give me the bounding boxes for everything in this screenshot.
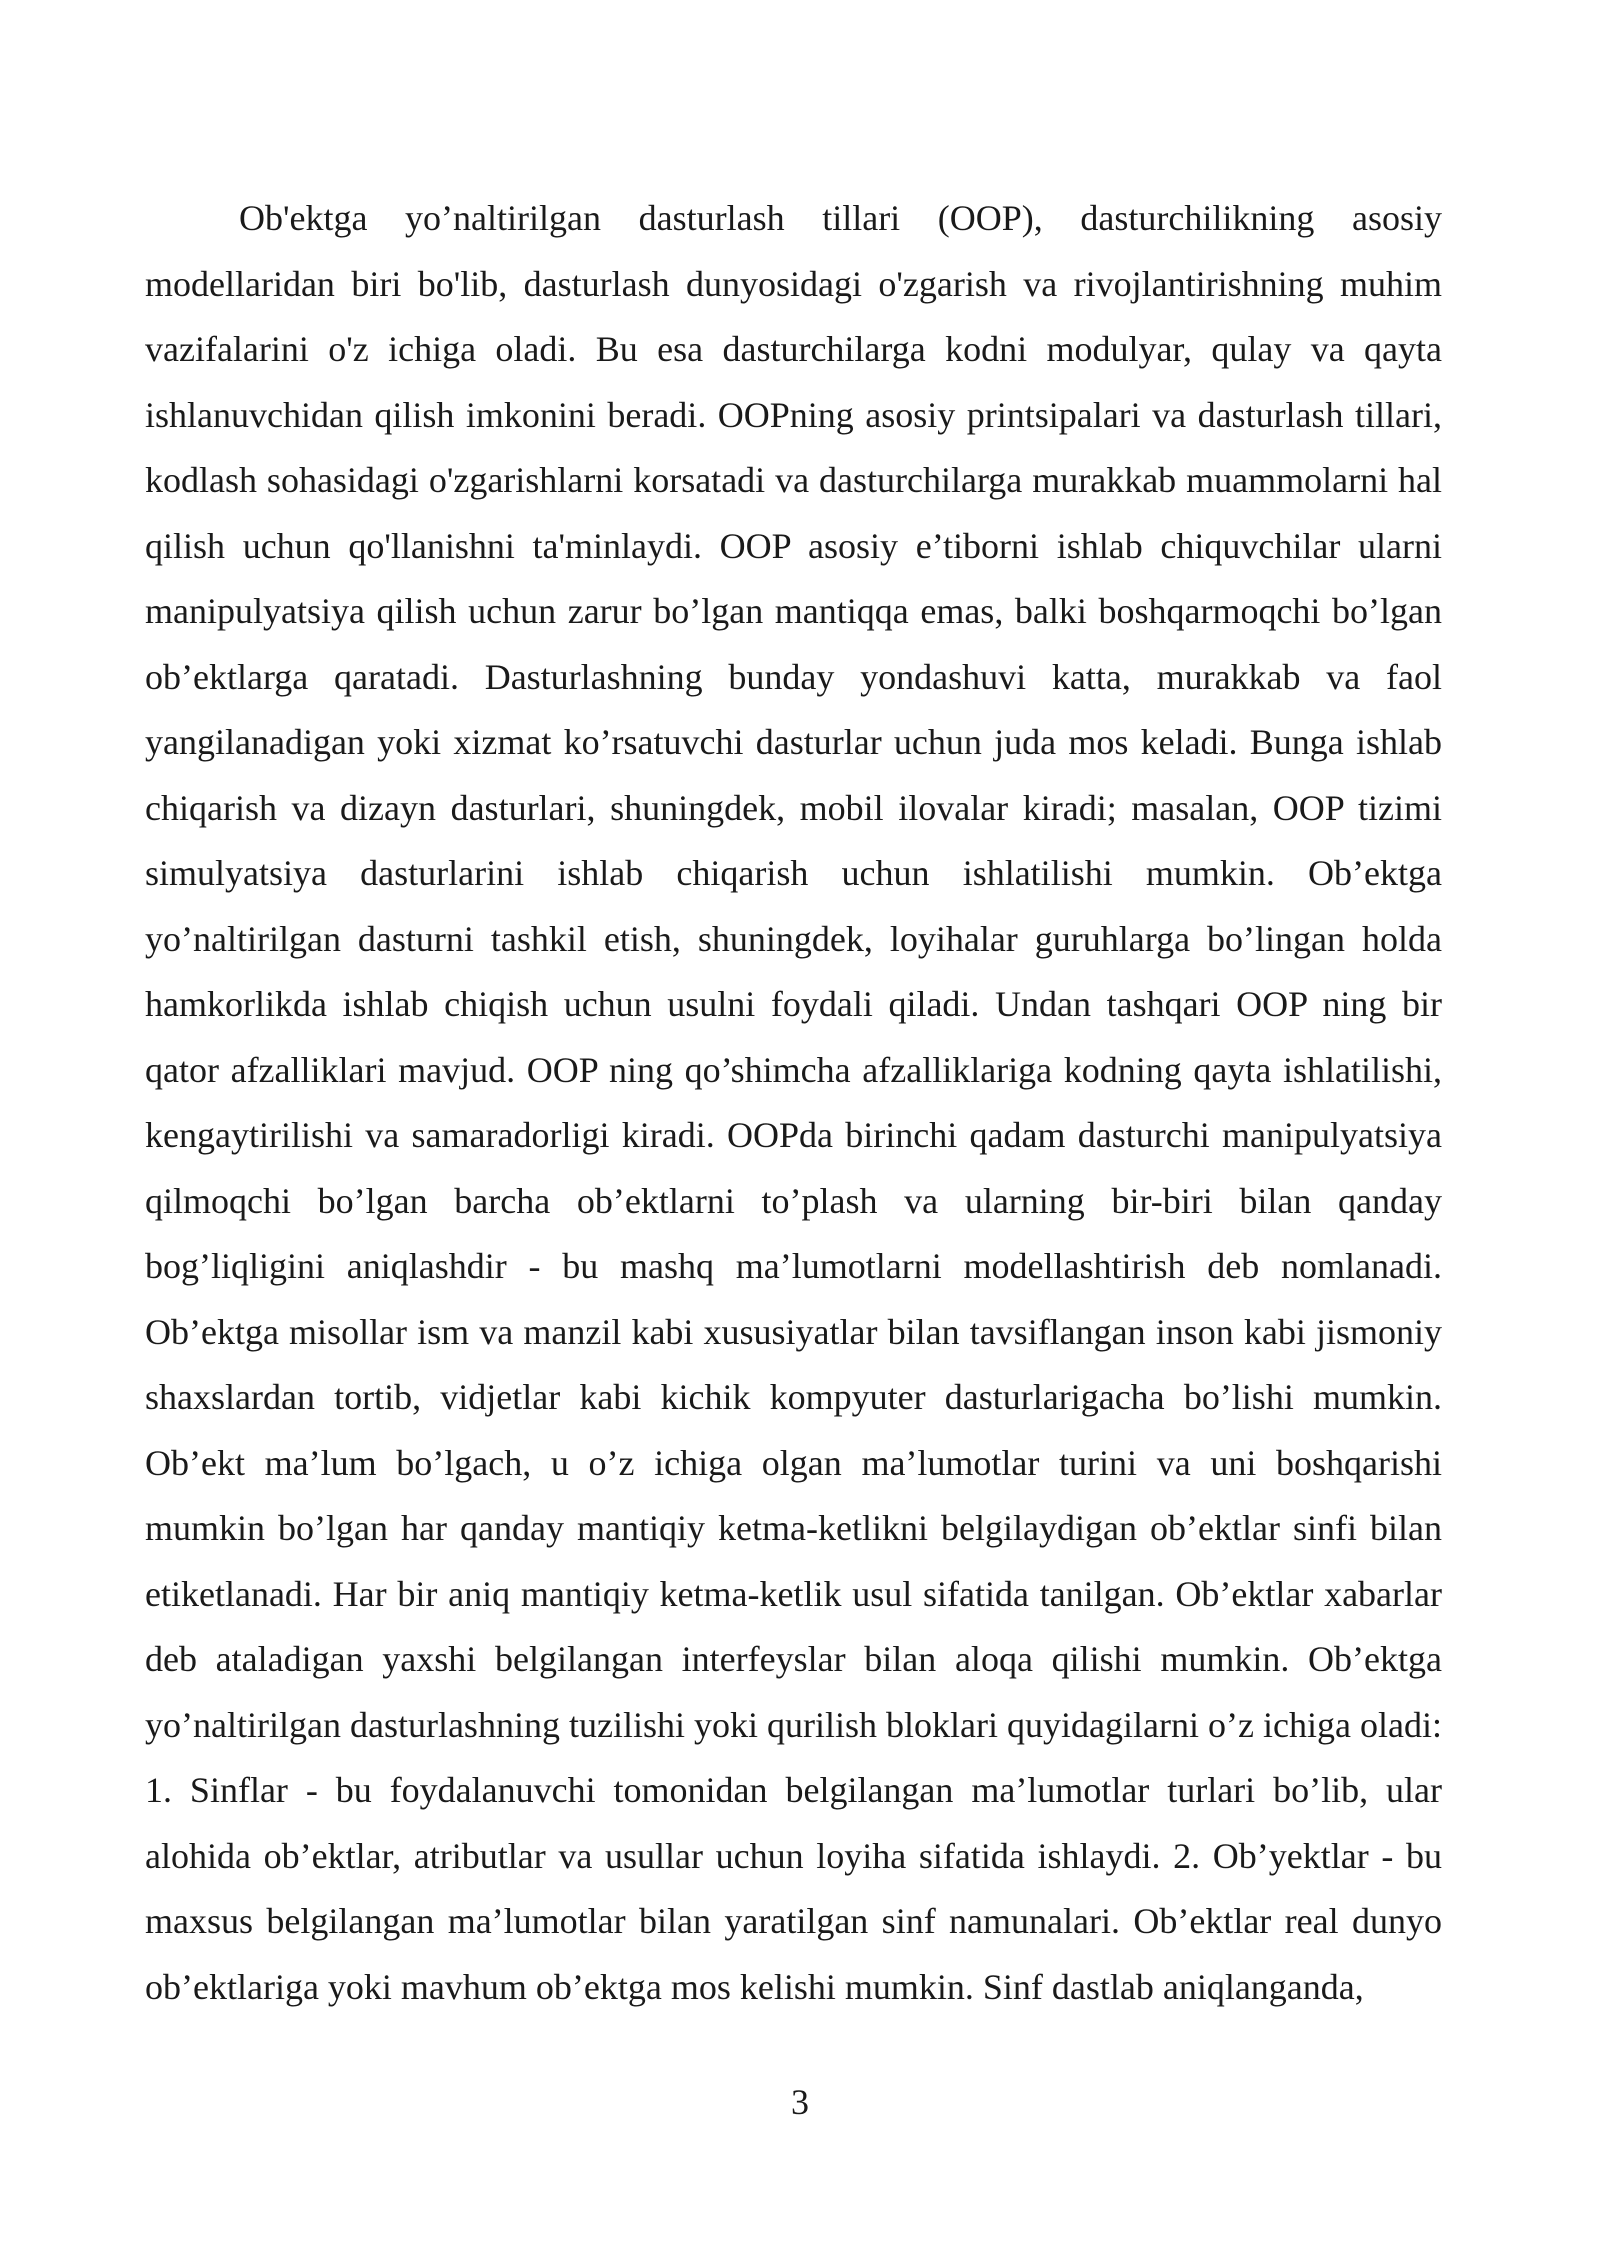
page-number: 3 <box>791 2082 809 2122</box>
body-paragraph: Ob'ektga yo’naltirilgan dasturlash tillari (OOP), dasturchilikning asosiy modellaridan biri bo'lib, dasturlash dunyosidagi o'zgarish va rivojlantirishning muhim vazifalarini o'z ichiga oladi. Bu esa dasturchilarga kodni modulyar, qulay va qayta ishlanuvchidan qilish imkonini beradi. OOPning asosiy printsipalari va dasturlash tillari, kodlash sohasidagi o'zgarishlarni korsatadi va dasturchilarga murakkab muammolarni hal qilish uchun qo'llanishni ta'minlaydi. OOP asosiy e’tiborni ishlab chiquvchilar ularni manipulyatsiya qilish uchun zarur bo’lgan mantiqqa emas, balki boshqarmoqchi bo’lgan ob’ektlarga qaratadi. Dasturlashning bunday yondashuvi katta, murakkab va faol yangilanadigan yoki xizmat ko’rsatuvchi dasturlar uchun juda mos keladi. Bunga ishlab chiqarish va dizayn dasturlari, shuningdek, mobil ilovalar kiradi; masalan, OOP tizimi simulyatsiya dasturlarini ishlab chiqarish uchun ishlatilishi mumkin. Ob’ektga yo’naltirilgan dasturni tashkil etish, shuningdek, loyihalar guruhlarga bo’lingan holda hamkorlikda ishlab chiqish uchun usulni foydali qiladi. Undan tashqari OOP ning bir qator afzalliklari mavjud. OOP ning qo’shimcha afzalliklariga kodning qayta ishlatilishi, kengaytirilishi va samaradorligi kiradi. OOPda birinchi qadam dasturchi manipulyatsiya qilmoqchi bo’lgan barcha ob’ektlarni to’plash va ularning bir-biri bilan qanday bog’liqligini aniqlashdir - bu mashq ma’lumotlarni modellashtirish deb nomlanadi. Ob’ektga misollar ism va manzil kabi xususiyatlar bilan tavsiflangan inson kabi jismoniy shaxslardan tortib, vidjetlar kabi kichik kompyuter dasturlarigacha bo’lishi mumkin. Ob’ekt ma’lum bo’lgach, u o’z ichiga olgan ma’lumotlar turini va uni boshqarishi mumkin bo’lgan har qanday mantiqiy ketma-ketlikni belgilaydigan ob’ektlar sinfi bilan etiketlanadi. Har bir aniq mantiqiy ketma-ketlik usul sifatida tanilgan. Ob’ektlar xabarlar deb ataladigan yaxshi belgilangan interfeyslar bilan aloqa qilishi mumkin. Ob’ektga yo’naltirilgan dasturlashning tuzilishi yoki qurilish bloklari quyidagilarni o’z ichiga oladi: 1. Sinflar - bu foydalanuvchi tomonidan belgilangan ma’lumotlar turlari bo’lib, ular alohida ob’ektlar, atributlar va usullar uchun loyiha sifatida ishlaydi. 2. Ob’yektlar - bu maxsus belgilangan ma’lumotlar bilan yaratilgan sinf namunalari. Ob’ektlar real dunyo ob’ektlariga yoki mavhum ob’ektga mos kelishi mumkin. Sinf dastlab aniqlanganda, <box>145 198 1442 2007</box>
